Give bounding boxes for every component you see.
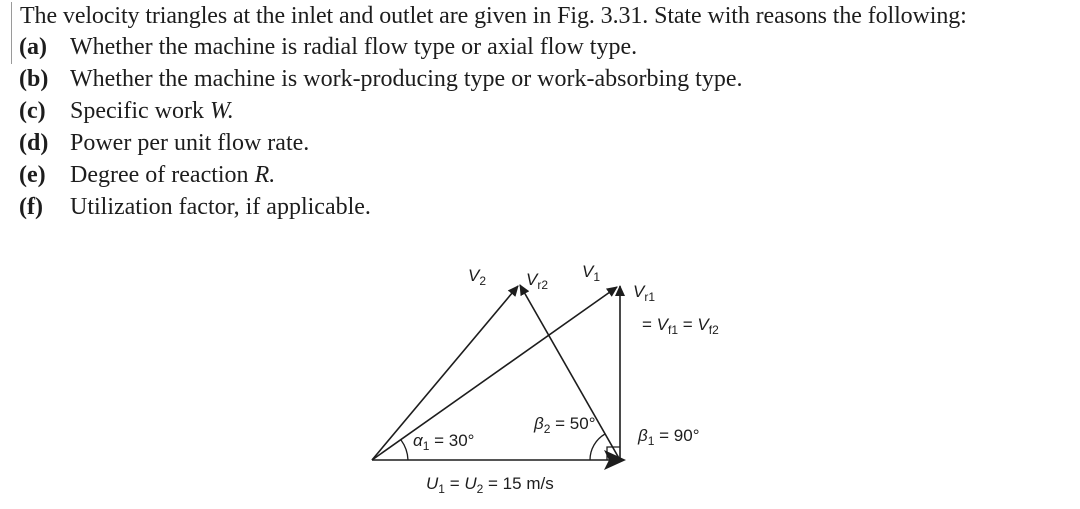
outlet-relative-velocity-line [520,285,620,460]
vr2-label: $V_{r2}$ [526,270,549,292]
beta2-angle-arc [590,434,605,460]
v2-label: $V_2$ [468,266,487,288]
sub-question-label: (e) [19,162,46,188]
sub-question-label: (a) [19,34,47,60]
beta1-label: $\beta_1 = 90^\circ$ [638,426,700,448]
v1-label: $V_1$ [582,262,601,284]
vr1-label: $V_{r1}$ [633,282,656,304]
sub-question-label: (c) [19,98,46,124]
blade-velocity-label: $U_1 = U_2 = 15$ m/s [426,474,554,496]
sub-question-label: (b) [19,66,49,92]
alpha1-angle-arc [401,440,408,460]
sub-question-words: Degree of reaction [70,162,249,188]
beta2-label: $\beta_2 = 50^\circ$ [534,414,596,436]
sub-question-label: (d) [19,130,49,156]
sub-question-text: Power per unit flow rate. [70,130,310,156]
sub-question-words: Specific work [70,98,204,124]
flow-velocity-relation-label: = $V_{f1} = V_{f2}$ [642,315,719,337]
sub-question-text: Whether the machine is work-producing type or work-absorbing type. [70,66,743,92]
sub-question-text: Whether the machine is radial flow type or axial flow type. [70,34,638,60]
degree-of-reaction-symbol: R. [254,162,276,188]
sub-question-label: (f) [19,194,43,220]
specific-work-symbol: W. [209,98,234,124]
sub-question-text: Utilization factor, if applicable. [70,194,371,220]
problem-statement: The velocity triangles at the inlet and outlet are given in Fig. 3.31. State with reasons the following: [20,3,967,29]
alpha1-label: $\alpha_1 = 30^\circ$ [413,431,475,453]
